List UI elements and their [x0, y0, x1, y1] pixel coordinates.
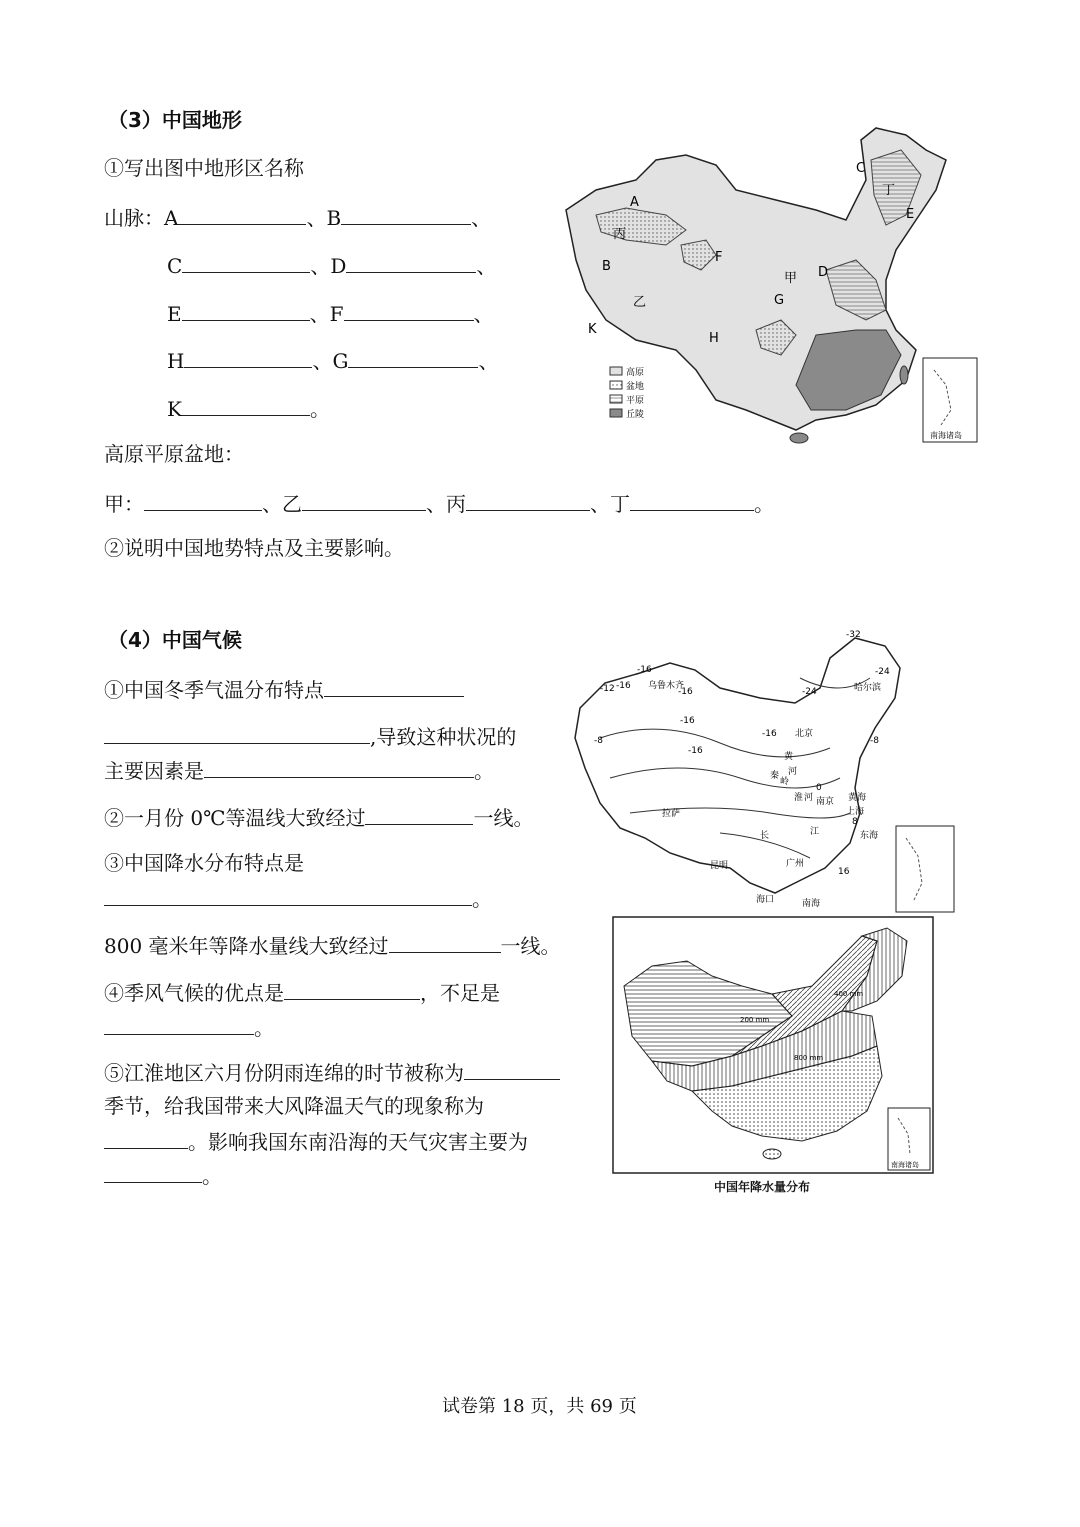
blank-a[interactable] [178, 204, 306, 225]
temp-label: -24 [802, 687, 817, 697]
section3-heading: （3）中国地形 [108, 108, 242, 132]
blank-f[interactable] [344, 300, 474, 321]
temp-label: -16 [637, 665, 652, 675]
sep: 、 [473, 302, 494, 326]
temp-label: -8 [594, 736, 603, 746]
section4-q4 [104, 979, 500, 1005]
label-b: B [602, 259, 611, 274]
temp-label: -16 [616, 681, 631, 691]
blank-k[interactable] [182, 395, 310, 416]
south-sea-inset [923, 358, 977, 442]
temp-label: -32 [846, 630, 861, 640]
section4-q5-line4 [104, 1162, 222, 1188]
blank-main-factor[interactable] [204, 757, 474, 778]
section4-q5-line2: 季节，给我国带来大风降温天气的现象称为 [104, 1094, 484, 1118]
mountain-row-2 [167, 252, 496, 278]
section4-q1-line1 [104, 676, 464, 702]
section4-q5-line1 [104, 1059, 560, 1085]
blank-bing[interactable] [466, 490, 590, 511]
temp-label: 乌鲁木齐 [648, 681, 685, 691]
end-mark: 。 [472, 887, 492, 911]
sep: 、 [310, 254, 331, 278]
sep: 、 [590, 492, 610, 516]
letter-k: K [167, 397, 182, 421]
section4-heading: （4）中国气候 [108, 628, 242, 652]
q4-text-2: ，不足是 [420, 981, 500, 1005]
legend-plateau: 高原 [626, 368, 645, 378]
end-mark: 。 [202, 1164, 222, 1188]
mountain-row-1 [104, 204, 491, 230]
section3-q1: ①写出图中地形区名称 [104, 156, 304, 180]
q5-text-3: 。影响我国东南沿海的天气灾害主要为 [188, 1130, 528, 1154]
blank-yi[interactable] [302, 490, 426, 511]
sep: 、 [476, 254, 497, 278]
temp-label: 黄海 [848, 793, 867, 803]
plain-jia: 甲： [104, 492, 144, 516]
label-f: F [715, 250, 723, 265]
q1-text-2: ,导致这种状况的 [370, 725, 517, 749]
letter-g: G [332, 349, 349, 373]
blank-precip[interactable] [104, 885, 472, 906]
sep: 、 [309, 302, 330, 326]
blank-monsoon-adv[interactable] [284, 979, 420, 1000]
temp-map-inset [896, 826, 954, 912]
sep: 、 [306, 206, 327, 230]
label-k: K [588, 322, 597, 337]
end-mark: 。 [309, 397, 330, 421]
temp-label: -16 [678, 687, 693, 697]
letter-d: D [330, 254, 347, 278]
label-jia: 甲 [784, 271, 798, 286]
blank-plum-rain[interactable] [464, 1059, 560, 1080]
legend-plain: 平原 [626, 396, 645, 406]
temp-label: 0 [816, 783, 822, 793]
section4-q3-line2 [104, 885, 492, 911]
temp-label: 海口 [756, 895, 775, 905]
sep: 、 [478, 349, 499, 373]
label-a: A [630, 195, 639, 210]
taiwan-island [900, 366, 908, 384]
letter-h: H [167, 349, 185, 373]
temp-label: 广州 [786, 859, 805, 869]
label-bing: 丙 [613, 227, 627, 242]
label-yi: 乙 [633, 295, 647, 310]
isohyet-200: 200 mm [740, 1016, 770, 1024]
sep: 、 [312, 349, 333, 373]
blank-c[interactable] [182, 252, 310, 273]
label-c: C [856, 161, 866, 176]
plains-row [104, 490, 774, 516]
label-e: E [906, 207, 915, 222]
mountains-label: 山脉： [104, 206, 164, 230]
section4-q1-line2 [104, 723, 516, 749]
temp-label: 河 [788, 767, 798, 777]
precipitation-map [612, 916, 934, 1174]
legend-hills: 丘陵 [626, 410, 645, 420]
blank-monsoon-dis[interactable] [104, 1014, 254, 1035]
inset-label: 南海诸岛 [891, 1161, 919, 1169]
temp-label: -24 [875, 667, 890, 677]
temp-label: 淮 [794, 793, 804, 803]
blank-e[interactable] [182, 300, 310, 321]
section3-q2: ②说明中国地势特点及主要影响。 [104, 536, 404, 560]
temp-label: 东海 [860, 831, 879, 841]
terrain-legend [610, 366, 644, 420]
temp-label: -8 [870, 736, 879, 746]
inset-label: 南海诸岛 [930, 431, 962, 440]
temp-label: 黄 [784, 752, 794, 762]
end-mark: 。 [254, 1016, 274, 1040]
blank-typhoon[interactable] [104, 1162, 202, 1183]
temp-label: -12 [600, 684, 615, 694]
isohyet-400: 400 mm [834, 990, 864, 998]
label-g: G [774, 293, 785, 308]
blank-800mm[interactable] [389, 932, 501, 953]
end-mark: 。 [474, 759, 494, 783]
letter-f: F [329, 302, 344, 326]
temperature-map [570, 628, 956, 914]
temp-label: 江 [810, 827, 820, 837]
label-ding: 丁 [882, 183, 896, 198]
blank-d[interactable] [346, 252, 476, 273]
section4-q2 [104, 804, 533, 830]
blank-ding[interactable] [630, 490, 754, 511]
sep: 、 [471, 206, 492, 230]
precip-map-caption: 中国年降水量分布 [714, 1180, 811, 1194]
temp-label: -16 [688, 746, 703, 756]
temp-label: 昆明 [710, 861, 729, 871]
temp-label: 哈尔滨 [854, 683, 882, 693]
plain-yi: 乙 [282, 492, 302, 516]
china-outline [575, 638, 900, 893]
blank-cold-wave[interactable] [104, 1128, 188, 1149]
temp-label: 长 [760, 831, 770, 841]
end-mark: 。 [754, 492, 774, 516]
section4-800mm [104, 932, 561, 958]
q5-text: ⑤江淮地区六月份阴雨连绵的时节被称为 [104, 1061, 464, 1085]
q2-text: ②一月份 0℃等温线大致经过 [104, 806, 366, 830]
temp-label: 拉萨 [662, 809, 681, 819]
temp-label: 上海 [846, 807, 865, 817]
legend-basin: 盆地 [626, 382, 645, 392]
plain-bing: 丙 [446, 492, 466, 516]
q4-text: ④季风气候的优点是 [104, 981, 284, 1005]
temp-label: 南海 [802, 899, 821, 909]
q2-text-2: 一线。 [473, 806, 534, 830]
temp-label: -16 [680, 716, 695, 726]
temp-label: 北京 [795, 729, 814, 739]
terrain-map [556, 120, 980, 446]
blank-winter-temp-2[interactable] [104, 723, 370, 744]
mountain-row-4 [167, 347, 498, 373]
plain-ding: 丁 [610, 492, 630, 516]
q1-text: ①中国冬季气温分布特点 [104, 678, 324, 702]
isohyet-800: 800 mm [794, 1054, 824, 1062]
hainan-island [790, 433, 808, 443]
temp-label: 秦 [770, 771, 780, 781]
temp-label: 南京 [816, 797, 835, 807]
plains-label: 高原平原盆地： [104, 442, 244, 466]
temp-label: 河 [804, 793, 814, 803]
mountain-row-3 [167, 300, 494, 326]
blank-0c-line[interactable] [365, 804, 473, 825]
section4-q3: ③中国降水分布特点是 [104, 851, 304, 875]
page-footer: 试卷第 18 页，共 69 页 [442, 1396, 637, 1417]
blank-jia[interactable] [144, 490, 262, 511]
blank-winter-temp[interactable] [324, 676, 464, 697]
temp-label: -16 [762, 729, 777, 739]
hainan-island [763, 1149, 781, 1159]
letter-b: B [326, 206, 342, 230]
section4-q1-line3 [104, 757, 494, 783]
l800-text-2: 一线。 [500, 934, 561, 958]
temp-label: 岭 [780, 777, 790, 787]
blank-b[interactable] [341, 204, 471, 225]
precip-map-inset [888, 1108, 930, 1170]
letter-e: E [167, 302, 182, 326]
q1-text-3: 主要因素是 [104, 759, 204, 783]
blank-g[interactable] [348, 347, 478, 368]
section4-q5-line3 [104, 1128, 528, 1154]
sep: 、 [426, 492, 446, 516]
section4-q4-line2 [104, 1014, 274, 1040]
blank-h[interactable] [184, 347, 312, 368]
label-d: D [818, 265, 829, 280]
letter-a: A [164, 206, 179, 230]
sep: 、 [262, 492, 282, 516]
letter-c: C [167, 254, 183, 278]
temp-label: 16 [838, 867, 850, 877]
l800-text: 800 毫米年等降水量线大致经过 [104, 934, 389, 958]
label-h: H [709, 331, 719, 346]
mountain-row-5 [167, 395, 330, 421]
temp-label: 8 [852, 817, 858, 827]
